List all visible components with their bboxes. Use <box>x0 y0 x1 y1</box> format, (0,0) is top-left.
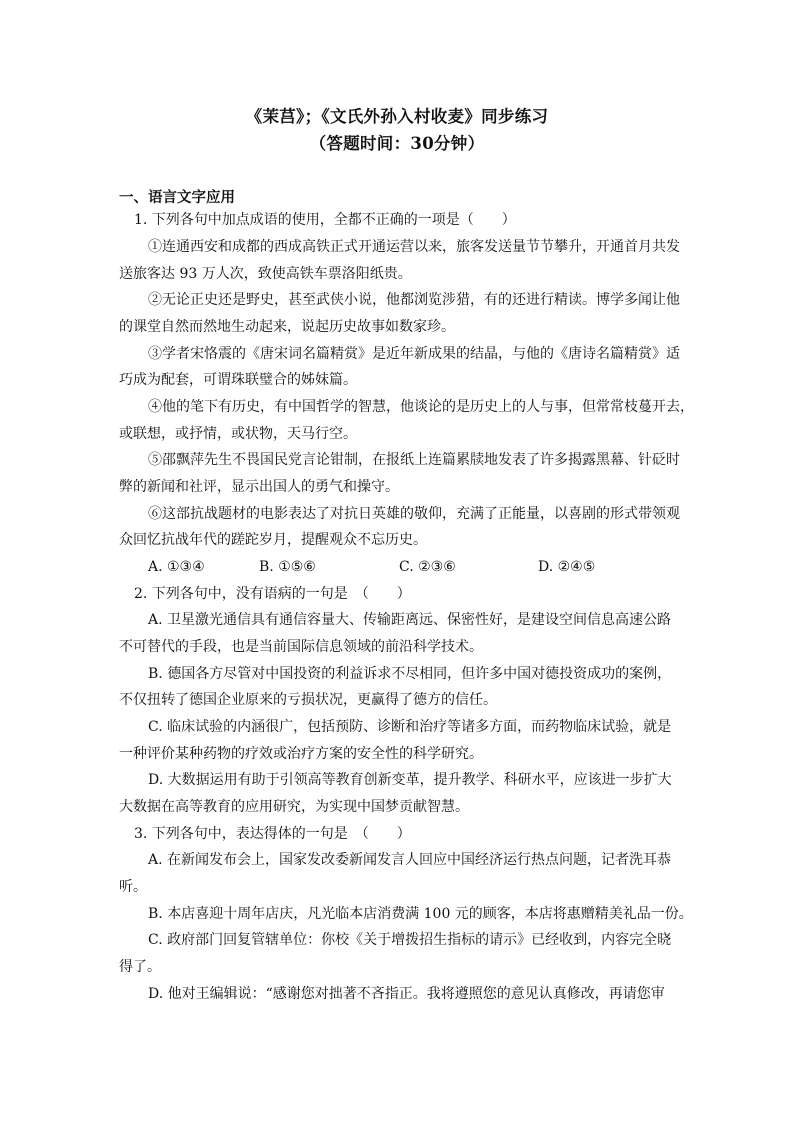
q3-option-c-line-2: 得了。 <box>119 959 161 975</box>
q2-option-b-line-1: B. 德国各方尽管对中国投资的利益诉求不尽相同，但许多中国对德投资成功的案例， <box>148 666 672 682</box>
q3-option-a-line-2: 听。 <box>119 879 147 895</box>
q1-sentence-6-line-2: 众回忆抗战年代的蹉跎岁月，提醒观众不忘历史。 <box>119 532 427 548</box>
q2-option-c-line-2: 一种评价某种药物的疗效或治疗方案的安全性的科学研究。 <box>119 746 483 762</box>
q1-sentence-4-line-2: 或联想，或抒情，或状物，天马行空。 <box>119 426 357 442</box>
q2-option-d-line-2: 大数据在高等教育的应用研究，为实现中国梦贡献智慧。 <box>119 799 469 815</box>
q1-sentence-5-line-1: ⑤邵飘萍先生不畏国民党言论钳制，在报纸上连篇累牍地发表了许多揭露黑幕、针砭时 <box>148 452 680 468</box>
q1-sentence-3-line-1: ③学者宋恪震的《唐宋词名篇精赏》是近年新成果的结晶，与他的《唐诗名篇精赏》适 <box>148 346 680 362</box>
q1-sentence-6-line-1: ⑥这部抗战题材的电影表达了对抗日英雄的敬仰，充满了正能量，以喜剧的形式带领观 <box>148 506 680 522</box>
q1-sentence-5-line-2: 弊的新闻和社评，显示出国人的勇气和操守。 <box>119 479 399 495</box>
question-2-stem: 2. 下列各句中，没有语病的一句是 （ ） <box>134 586 411 602</box>
q1-option-a: A. ①③④ <box>148 559 205 575</box>
document-subtitle: （答题时间：30分钟） <box>309 134 485 153</box>
q2-option-a-line-2: 不可替代的手段，也是当前国际信息领域的前沿科学技术。 <box>119 639 483 655</box>
q2-option-c-line-1: C. 临床试验的内涵很广，包括预防、诊断和治疗等诸多方面，而药物临床试验，就是 <box>148 719 672 735</box>
q1-sentence-1-line-1: ①连通西安和成都的西成高铁正式开通运营以来，旅客发送量节节攀升，开通首月共发 <box>148 239 680 255</box>
q3-option-a-line-1: A. 在新闻发布会上，国家发改委新闻发言人回应中国经济运行热点问题，记者洗耳恭 <box>148 852 672 868</box>
q3-option-b-line-1: B. 本店喜迎十周年店庆，凡光临本店消费满 100 元的顾客，本店将惠赠精美礼品一份。 <box>148 906 693 922</box>
q1-option-b: B. ①⑤⑥ <box>259 559 316 575</box>
section-heading: 一、语言文字应用 <box>119 189 235 206</box>
q3-option-d-line-1: D. 他对王编辑说：“感谢您对拙著不吝指正。我将遵照您的意见认真修改，再请您审 <box>148 986 665 1002</box>
document-title: 《茉莒》；《文氏外孙入村收麦》同步练习 <box>245 107 549 126</box>
q3-option-c-line-1: C. 政府部门回复管辖单位：你校《关于增拨招生指标的请示》已经收到，内容完全晓 <box>148 932 672 948</box>
q1-option-d: D. ②④⑤ <box>538 559 596 575</box>
q1-sentence-2-line-2: 的课堂自然而然地生动起来，说起历史故事如数家珍。 <box>119 319 455 335</box>
q1-sentence-1-line-2: 送旅客达 93 万人次，致使高铁车票洛阳纸贵。 <box>119 266 412 282</box>
q2-option-b-line-2: 不仅扭转了德国企业原来的亏损状况，更赢得了德方的信任。 <box>119 692 497 708</box>
question-3-stem: 3. 下列各句中，表达得体的一句是 （ ） <box>134 826 411 842</box>
question-1-stem: 1. 下列各句中加点成语的使用，全都不正确的一项是（ ） <box>134 212 516 228</box>
q1-sentence-2-line-1: ②无论正史还是野史，甚至武侠小说，他都浏览涉猎，有的还进行精读。博学多闻让他 <box>148 292 680 308</box>
q1-option-c: C. ②③⑥ <box>399 559 456 575</box>
q1-sentence-4-line-1: ④他的笔下有历史，有中国哲学的智慧，他谈论的是历史上的人与事，但常常枝蔓开去， <box>148 399 694 415</box>
q2-option-a-line-1: A. 卫星激光通信具有通信容量大、传输距离远、保密性好，是建设空间信息高速公路 <box>148 612 672 628</box>
q1-sentence-3-line-2: 巧成为配套，可谓珠联璧合的姊妹篇。 <box>119 372 357 388</box>
q2-option-d-line-1: D. 大数据运用有助于引领高等教育创新变革，提升教学、科研水平，应该进一步扩大 <box>148 772 672 788</box>
